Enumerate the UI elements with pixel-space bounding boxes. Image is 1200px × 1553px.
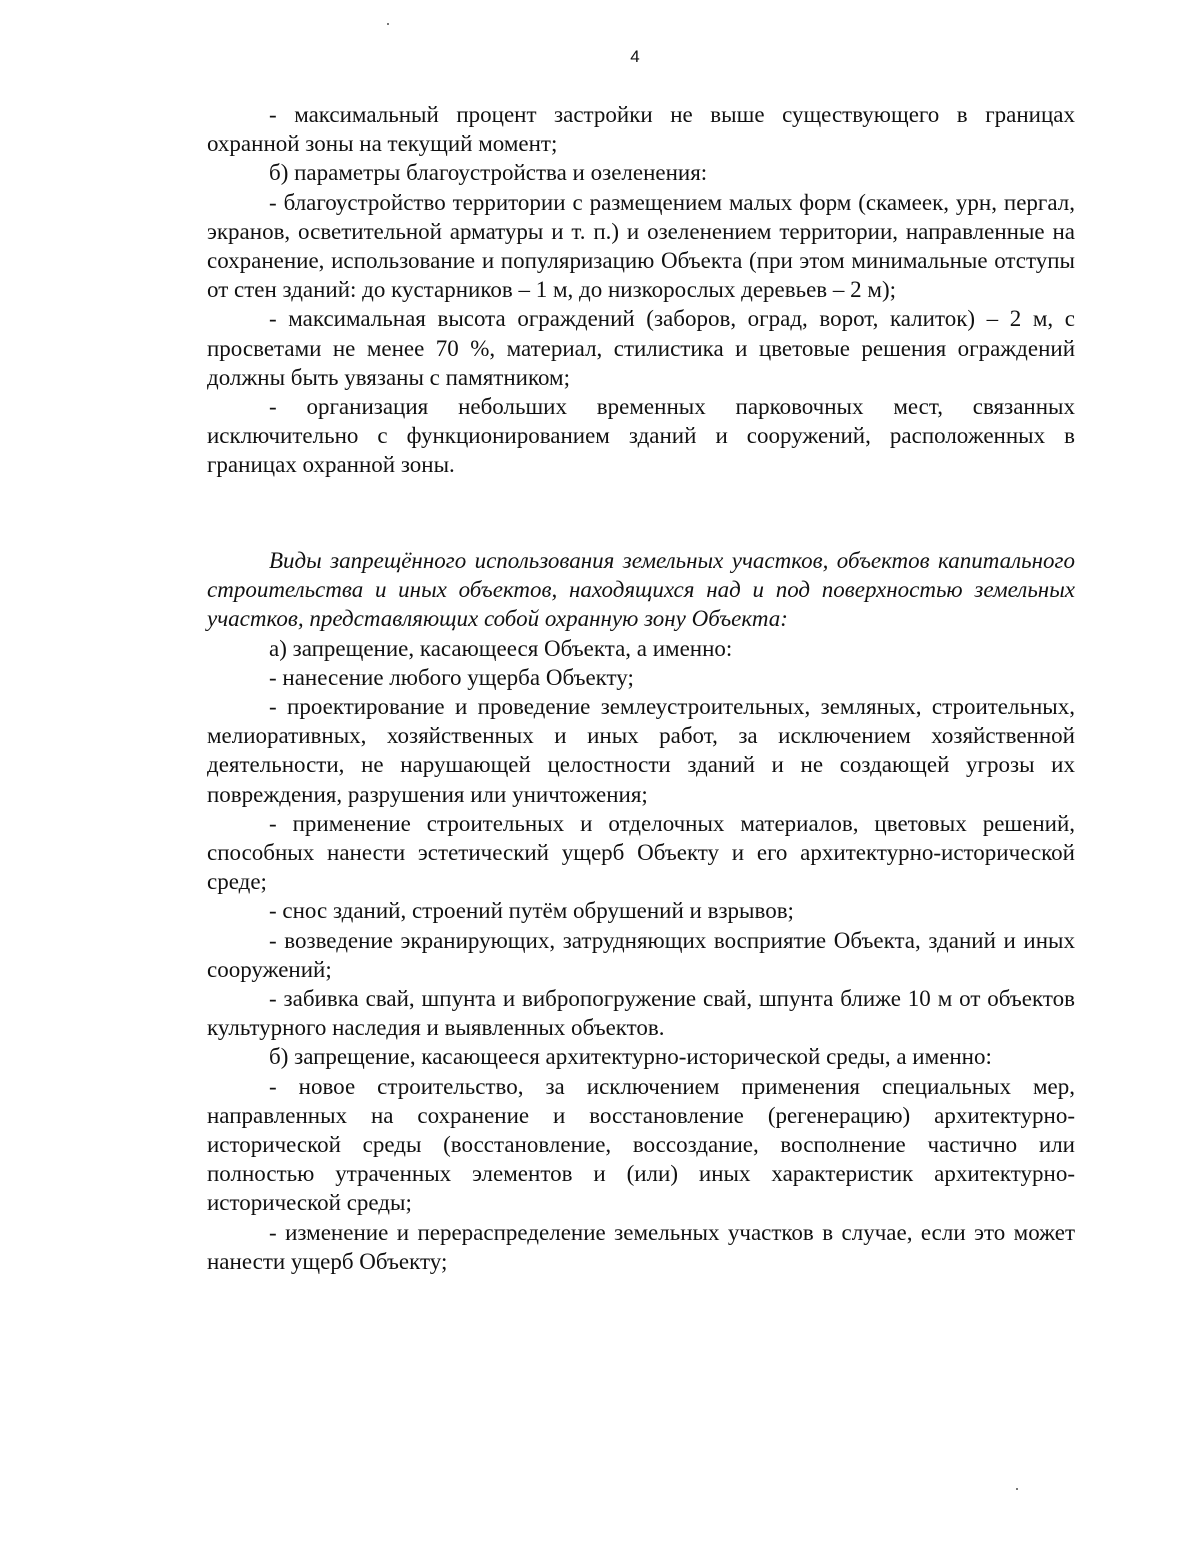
paragraph: - нанесение любого ущерба Объекту; [269,664,634,690]
paragraph: - организация небольших временных парковочных мест, связанных исключительно с функционированием зданий и сооружений, расположенных в границах охранной зоны. [207,394,1075,478]
paragraph: - забивка свай, шпунта и вибропогружение свай, шпунта ближе 10 м от объектов культурного наследия и выявленных объектов. [207,986,1075,1041]
paragraph: - возведение экранирующих, затрудняющих восприятие Объекта, зданий и иных сооружений; [207,927,1075,982]
paragraph: - новое строительство, за исключением применения специальных мер, направленных на сохранение и восстановление (регенерацию) архитектурно-исторической среды (восстановление, воссоздание, восполнение частично или полностью утраченных элементов и (или) иных характеристик архитектурно-исторической среды; [207,1073,1075,1216]
page-number: 4 [630,47,640,66]
paragraph: - благоустройство территории с размещением малых форм (скамеек, урн, пергал, экранов, осветительной арматуры и т. п.) и озеленением территории, направленные на сохранение, использование и популяризацию Объекта (при этом минимальные отступы от стен зданий: до кустарников – 1 м, до низкорослых деревьев – 2 м); [207,189,1075,303]
paragraph: б) запрещение, касающееся архитектурно-исторической среды, а именно: [269,1044,992,1070]
paragraph: - применение строительных и отделочных материалов, цветовых решений, способных нанести эстетический ущерб Объекту и его архитектурно-исторической среде; [207,810,1075,895]
paragraph: - изменение и перераспределение земельных участков в случае, если это может нанести ущерб Объекту; [207,1219,1075,1274]
paragraph: - снос зданий, строений путём обрушений и взрывов; [269,898,794,924]
paragraph: а) запрещение, касающееся Объекта, а именно: [269,635,733,661]
scan-speck [1016,1488,1018,1490]
paragraph: - максимальный процент застройки не выше существующего в границах охранной зоны на текущий момент; [207,102,1075,157]
section-2-body [207,546,1075,1276]
paragraph: - максимальная высота ограждений (заборов, оград, ворот, калиток) – 2 м, с просветами не менее 70 %, материал, стилистика и цветовые решения ограждений должны быть увязаны с памятником; [207,306,1075,390]
paragraph: - проектирование и проведение землеустроительных, земляных, строительных, мелиоративных, хозяйственных и иных работ, за исключением хозяйственной деятельности, не нарушающей целостности зданий и не создающей угрозы их повреждения, разрушения или уничтожения; [207,694,1075,807]
section-heading: Виды запрещённого использования земельных участков, объектов капитального строительства и иных объектов, находящихся над и под поверхностью земельных участков, представляющих собой охранную зону Объекта: [207,548,1075,632]
scan-speck [387,23,389,25]
paragraph: б) параметры благоустройства и озеленения: [269,160,708,186]
section-1-body [207,100,1075,480]
